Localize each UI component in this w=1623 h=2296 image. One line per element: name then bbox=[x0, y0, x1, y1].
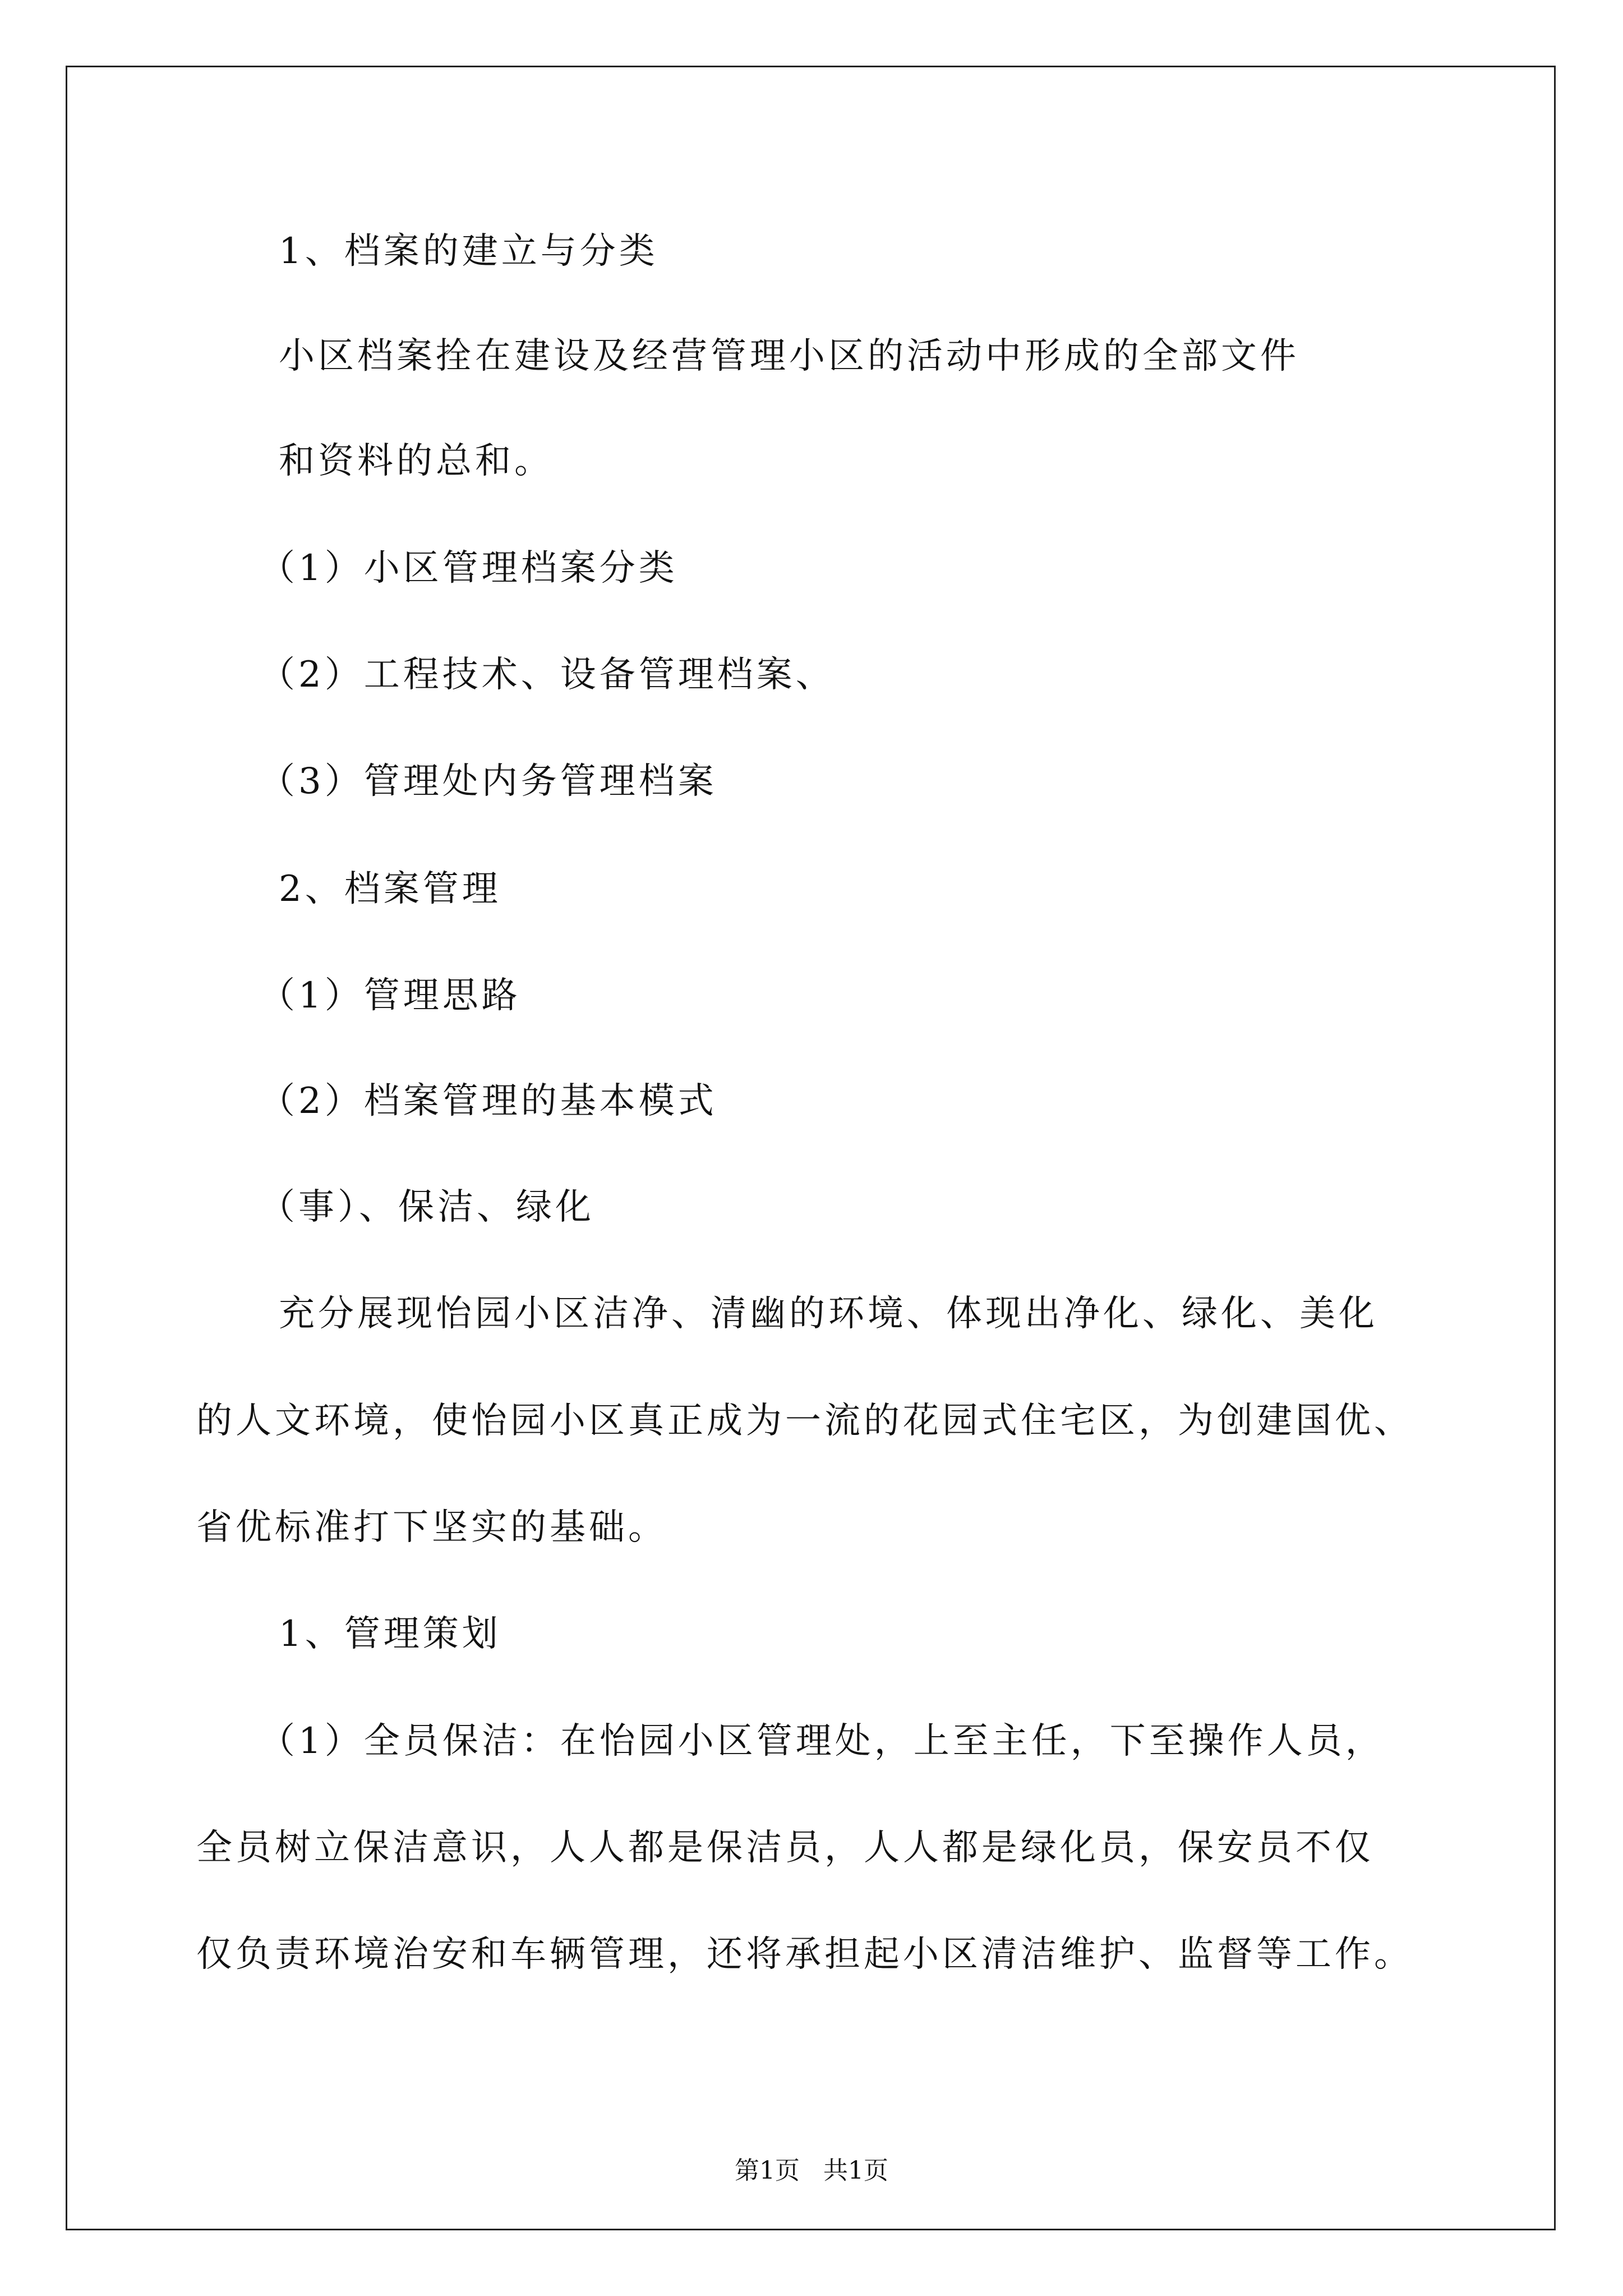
page-border bbox=[66, 66, 1556, 2230]
section-heading-management-planning: 1、管理策划 bbox=[279, 1613, 501, 1655]
paragraph-line: 的人文环境，使怡园小区真正成为一流的花园式住宅区，为创建国优、 bbox=[196, 1400, 1413, 1442]
list-item: （1）管理思路 bbox=[259, 975, 521, 1016]
paragraph-line: （1）全员保洁：在怡园小区管理处，上至主任，下至操作人员， bbox=[259, 1720, 1385, 1762]
section-heading-archive-management: 2、档案管理 bbox=[279, 868, 501, 910]
list-item: （2）档案管理的基本模式 bbox=[259, 1080, 717, 1122]
paragraph-line: 和资料的总和。 bbox=[279, 440, 554, 482]
paragraph-line: 小区档案拴在建设及经营管理小区的活动中形成的全部文件 bbox=[279, 335, 1299, 377]
paragraph-line: 省优标准打下坚实的基础。 bbox=[196, 1507, 667, 1548]
section-heading-cleaning: （事）、保洁、绿化 bbox=[259, 1186, 594, 1228]
list-item: （2）工程技术、设备管理档案、 bbox=[259, 654, 835, 696]
paragraph-line: 全员树立保洁意识，人人都是保洁员，人人都是绿化员，保安员不仅 bbox=[196, 1827, 1374, 1869]
paragraph-line: 充分展现怡园小区洁净、清幽的环境、体现出净化、绿化、美化 bbox=[279, 1293, 1378, 1335]
paragraph-line: 仅负责环境治安和车辆管理，还将承担起小区清洁维护、监督等工作。 bbox=[196, 1934, 1413, 1975]
section-heading-archive-setup: 1、档案的建立与分类 bbox=[279, 231, 658, 272]
page-number-footer: 第1页 共1页 bbox=[735, 2156, 888, 2185]
list-item: （3）管理处内务管理档案 bbox=[259, 761, 717, 802]
list-item: （1）小区管理档案分类 bbox=[259, 547, 678, 589]
